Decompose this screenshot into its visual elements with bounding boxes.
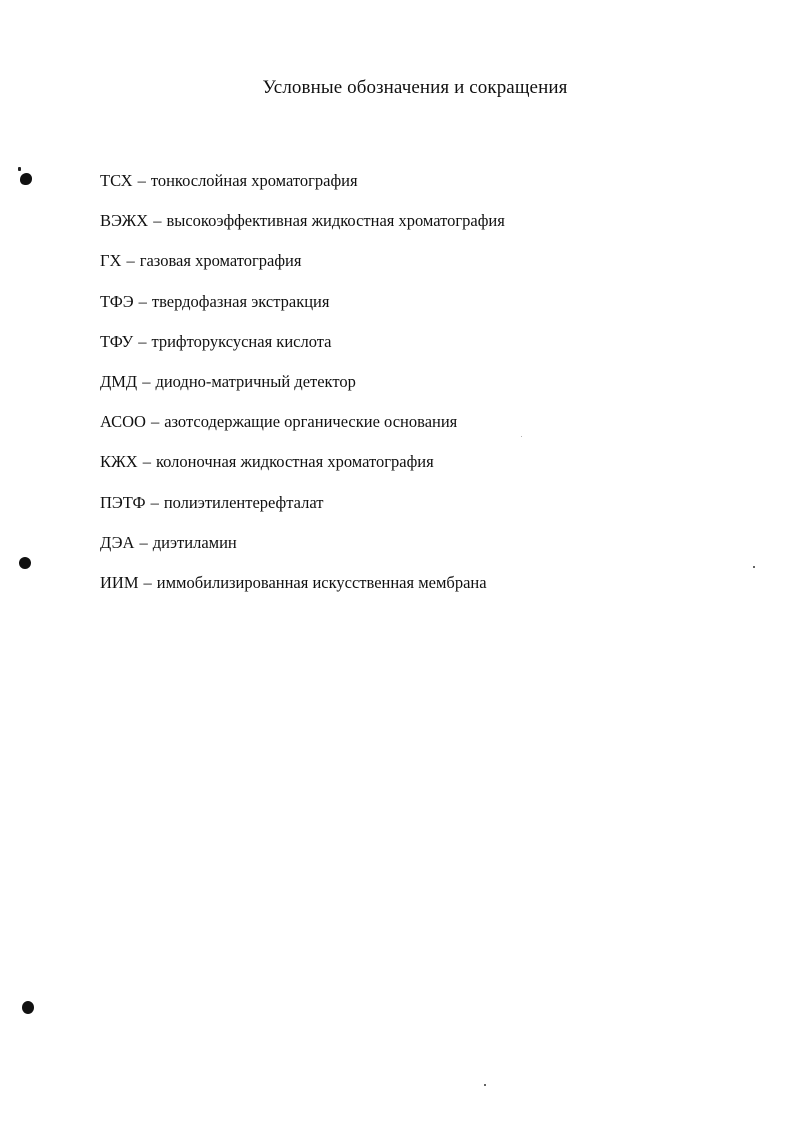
page-title: Условные обозначения и сокращения (262, 77, 568, 98)
list-item (100, 250, 505, 290)
abbr-term: ИИМ (100, 572, 139, 592)
abbr-definition: полиэтилентерефталат (163, 492, 324, 512)
abbr-term: ВЭЖХ (100, 211, 149, 231)
abbr-term: ГХ (100, 251, 122, 271)
abbr-term: ТСХ (100, 171, 133, 190)
abbr-separator: – (126, 251, 135, 271)
scan-speck (753, 566, 755, 568)
abbr-separator: – (142, 371, 151, 391)
abbr-definition: высокоэффективная жидкостная хроматография (166, 211, 505, 231)
scan-speck (521, 436, 522, 437)
list-item (100, 572, 505, 612)
abbr-definition: иммобилизированная искусственная мембрана (156, 572, 487, 592)
abbr-separator: – (142, 452, 151, 472)
abbr-separator: – (138, 331, 147, 351)
abbr-term: ДЭА (100, 532, 135, 552)
list-item (100, 210, 505, 250)
list-item (100, 170, 505, 210)
scan-speck (484, 1084, 486, 1086)
abbr-term: ТФЭ (100, 291, 134, 311)
list-item (100, 451, 505, 491)
abbr-definition: трифторуксусная кислота (151, 331, 332, 351)
abbr-term: ПЭТФ (100, 492, 146, 512)
abbr-term: АСОО (100, 412, 146, 432)
list-item (100, 371, 505, 411)
abbr-separator: – (153, 211, 162, 231)
abbr-definition: твердофазная экстракция (151, 291, 330, 311)
abbr-separator: – (150, 492, 159, 512)
list-item (100, 331, 505, 371)
abbr-term: КЖХ (100, 452, 138, 472)
abbr-term: ДМД (100, 371, 138, 391)
abbr-definition: азотсодержащие органические основания (164, 412, 458, 432)
list-item (100, 411, 505, 451)
abbr-definition: колоночная жидкостная хроматография (155, 452, 434, 472)
abbr-separator: – (137, 171, 146, 190)
abbr-definition: диодно-матричный детектор (155, 371, 356, 391)
abbr-separator: – (150, 412, 160, 432)
punch-hole-middle (19, 557, 31, 569)
list-item (100, 291, 505, 331)
list-item (100, 492, 505, 532)
abbreviation-list (100, 170, 505, 612)
abbr-definition: газовая хроматография (139, 251, 302, 271)
abbr-separator: – (139, 532, 148, 552)
abbr-definition: диэтиламин (152, 532, 237, 552)
abbr-definition: тонкослойная хроматография (150, 171, 358, 190)
list-item (100, 532, 505, 572)
abbr-separator: – (143, 572, 152, 592)
punch-hole-bottom (22, 1001, 34, 1014)
abbr-separator: – (138, 291, 147, 311)
punch-hole-top (20, 173, 32, 185)
scan-artifact-mark (18, 167, 21, 171)
abbr-term: ТФУ (100, 331, 134, 351)
